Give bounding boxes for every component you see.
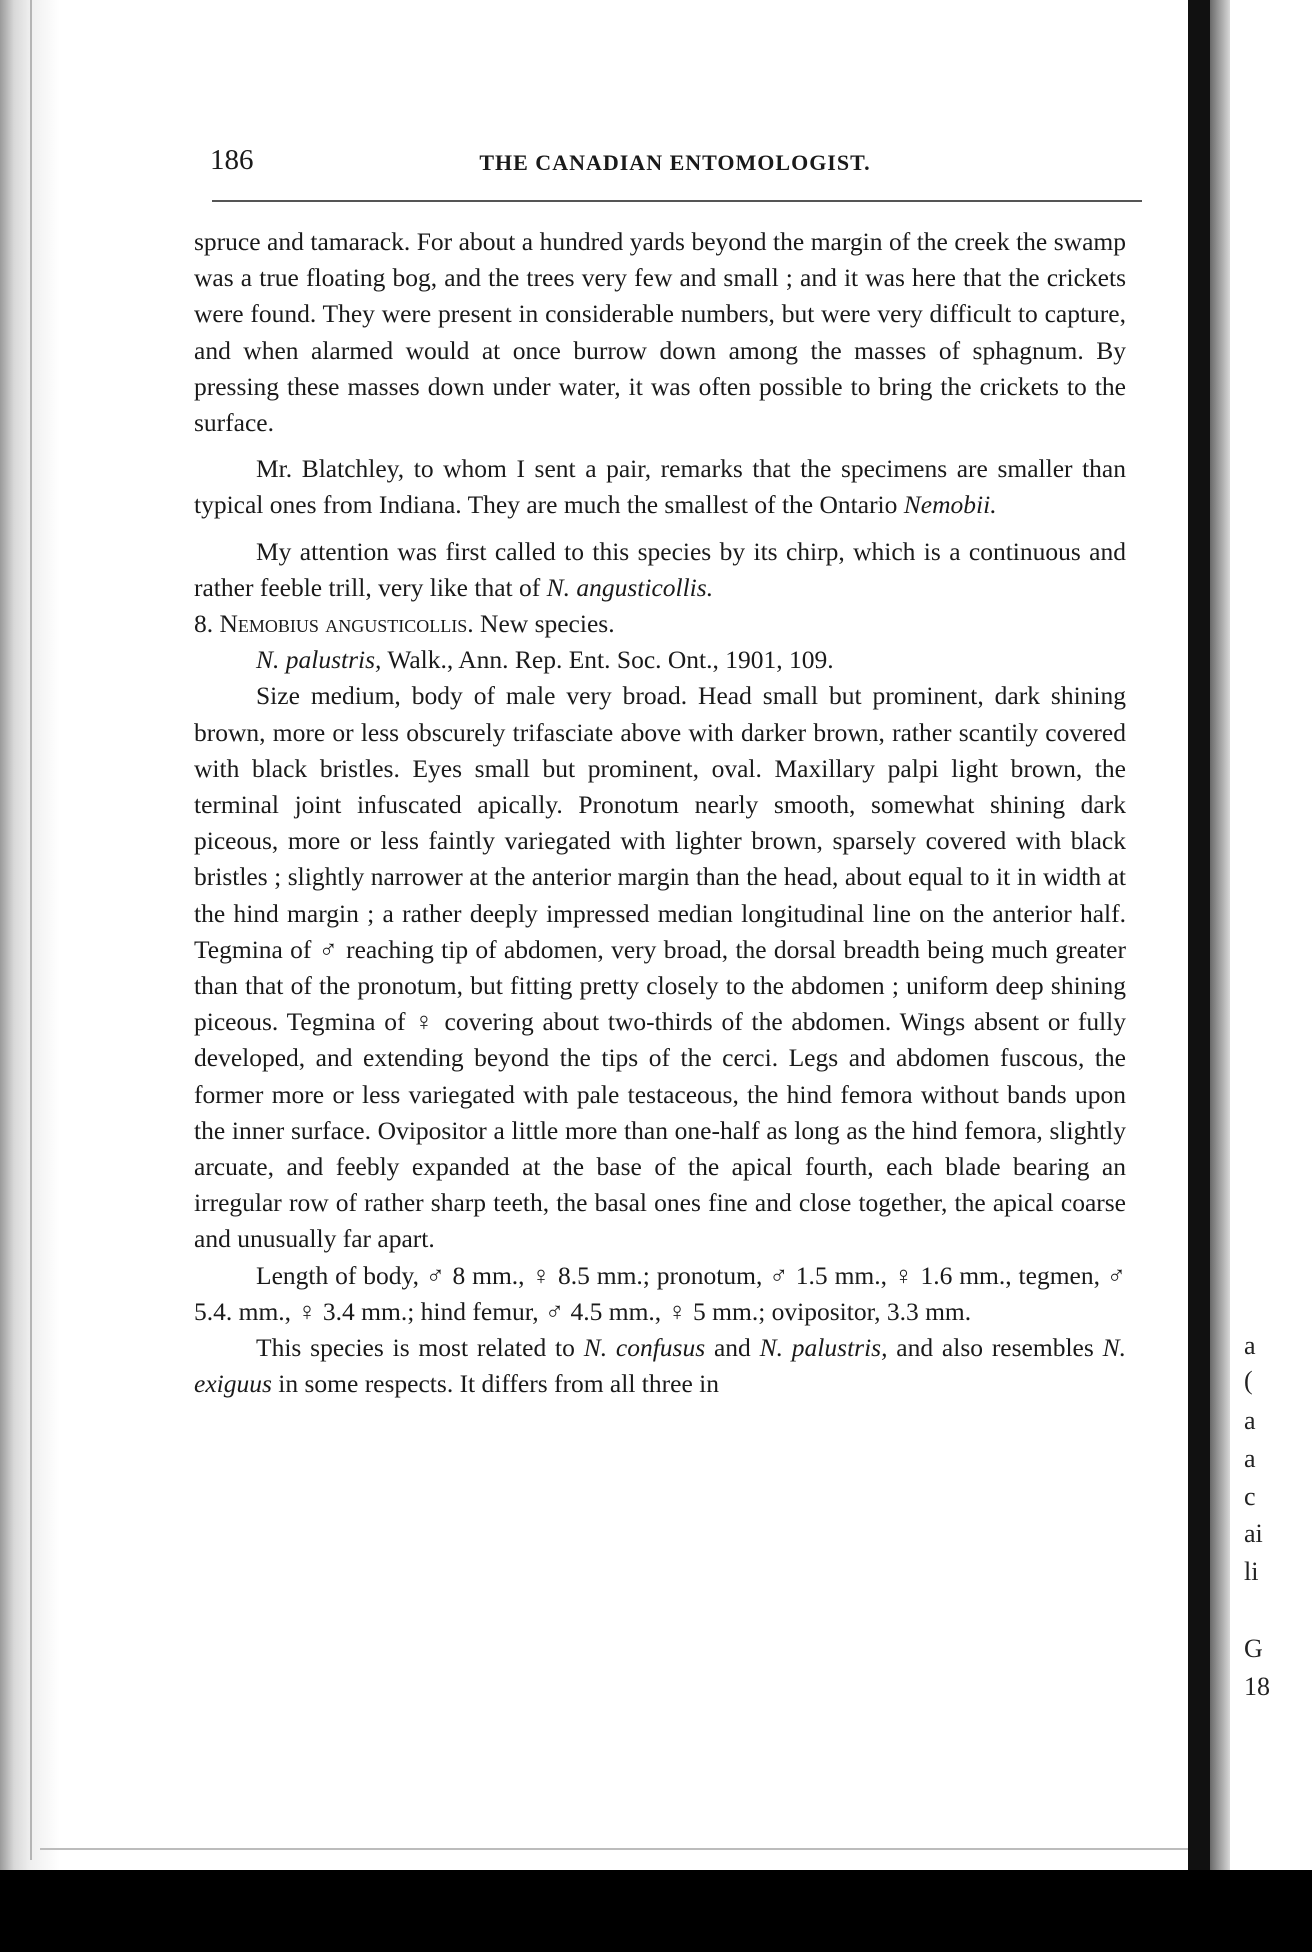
comparison-text: This species is most related to	[256, 1333, 584, 1363]
header-rule	[212, 200, 1142, 202]
adjacent-page-fragment: a	[1244, 1406, 1256, 1435]
adjacent-page-fragment: a	[1244, 1444, 1256, 1473]
page-number: 186	[210, 144, 254, 176]
taxon-name: N. confusus	[583, 1333, 706, 1363]
taxon-name: Nemobii.	[903, 490, 997, 520]
running-title: THE CANADIAN ENTOMOLOGIST.	[479, 150, 871, 175]
species-description: Size medium, body of male very broad. Head small but prominent, dark shining brown, more or less obscurely trifasciate above with darker brown, rather scantily covered with black bristles. Eyes small but prominent, oval. Maxillary palpi light brown, the terminal joint infuscated apically. Pronotum nearly smooth, somewhat shining dark piceous, more or less faintly variegated with lighter brown, sparsely covered with black bristles ; slightly narrower at the anterior margin than the head, about equal to it in width at the hind margin ; a rather deeply impressed median longitudinal line on the anterior half. Tegmina of ♂ reaching tip of abdomen, very broad, the dorsal breadth being much greater than that of the pronotum, but fitting pretty closely to the abdomen ; uniform deep shining piceous. Tegmina of ♀ covering about two-thirds of the abdomen. Wings absent or fully developed, and extending beyond the tips of the cerci. Legs and abdomen fuscous, the former more or less variegated with pale testaceous, the hind femora without bands upon the inner surface. Ovipositor a little more than one-half as long as the hind femora, slightly arcuate, and feebly expanded at the base of the apical fourth, each blade bearing an irregular row of rather sharp teeth, the basal ones fine and close together, the apical coarse and unusually far apart.	[194, 681, 1126, 1254]
body-text	[194, 224, 1126, 1403]
paragraph-chirp	[194, 534, 1126, 606]
synonym-name: N. palustris,	[256, 645, 382, 675]
adjacent-page-fragment: a	[1244, 1331, 1256, 1360]
paragraph-blatchley	[194, 451, 1126, 523]
comparison-text: and also resembles	[887, 1333, 1103, 1363]
taxon-name: N. palustris,	[759, 1333, 888, 1363]
species-number: 8.	[194, 609, 214, 639]
comparison-text: and	[705, 1333, 760, 1363]
species-status: New species.	[480, 609, 615, 639]
adjacent-page-fragment: (	[1244, 1366, 1253, 1395]
adjacent-page-fragment: ai	[1244, 1519, 1263, 1548]
synonym-line	[194, 642, 1126, 678]
paragraph-chirp-text: My attention was first called to this species by its chirp, which is a continuous and rather feeble trill, very like that of	[194, 536, 1126, 602]
species-name: Nemobius angusticollis.	[219, 609, 474, 639]
scan-border-bottom	[0, 1870, 1312, 1952]
measurements: Length of body, ♂ 8 mm., ♀ 8.5 mm.; pronotum, ♂ 1.5 mm., ♀ 1.6 mm., tegmen, ♂ 5.4. mm., ♀ 3.4 mm.; hind femur, ♂ 4.5 mm., ♀ 5 mm.; ovipositor, 3.3 mm.	[194, 1260, 1126, 1326]
gutter-shadow	[1188, 0, 1210, 1870]
adjacent-page-fragment: 18	[1244, 1672, 1270, 1701]
taxon-name: N. exiguus	[194, 1333, 1126, 1399]
paragraph-habitat: spruce and tamarack. For about a hundred yards beyond the margin of the creek the swamp was a true floating bog, and the trees very few and small ; and it was here that the crickets were found. They were present in considerable numbers, but were very difficult to capture, and when alarmed would at once burrow down among the masses of sphagnum. By pressing these masses down under water, it was often possible to bring the crickets to the surface.	[194, 227, 1126, 438]
paragraph-blatchley-text: Mr. Blatchley, to whom I sent a pair, remarks that the specimens are smaller than typical ones from Indiana. They are much the smallest of the Ontario	[194, 454, 1126, 520]
synonym-citation: Walk., Ann. Rep. Ent. Soc. Ont., 1901, 109.	[381, 645, 834, 675]
adjacent-page-fragment: G	[1244, 1634, 1263, 1663]
binding-edge-line	[30, 0, 32, 1860]
adjacent-page-fragment: li	[1244, 1557, 1259, 1586]
page-header	[210, 144, 1140, 184]
comparison-text: in some respects. It differs from all three in	[271, 1369, 719, 1399]
species-heading	[194, 606, 1126, 642]
taxon-name: N. angusticollis.	[546, 572, 714, 602]
paragraph-comparison	[194, 1330, 1126, 1402]
adjacent-page-fragment: c	[1244, 1482, 1256, 1511]
gutter-gradient	[1210, 0, 1230, 1870]
page-bottom-edge	[40, 1848, 1190, 1850]
adjacent-page	[1230, 0, 1312, 1870]
